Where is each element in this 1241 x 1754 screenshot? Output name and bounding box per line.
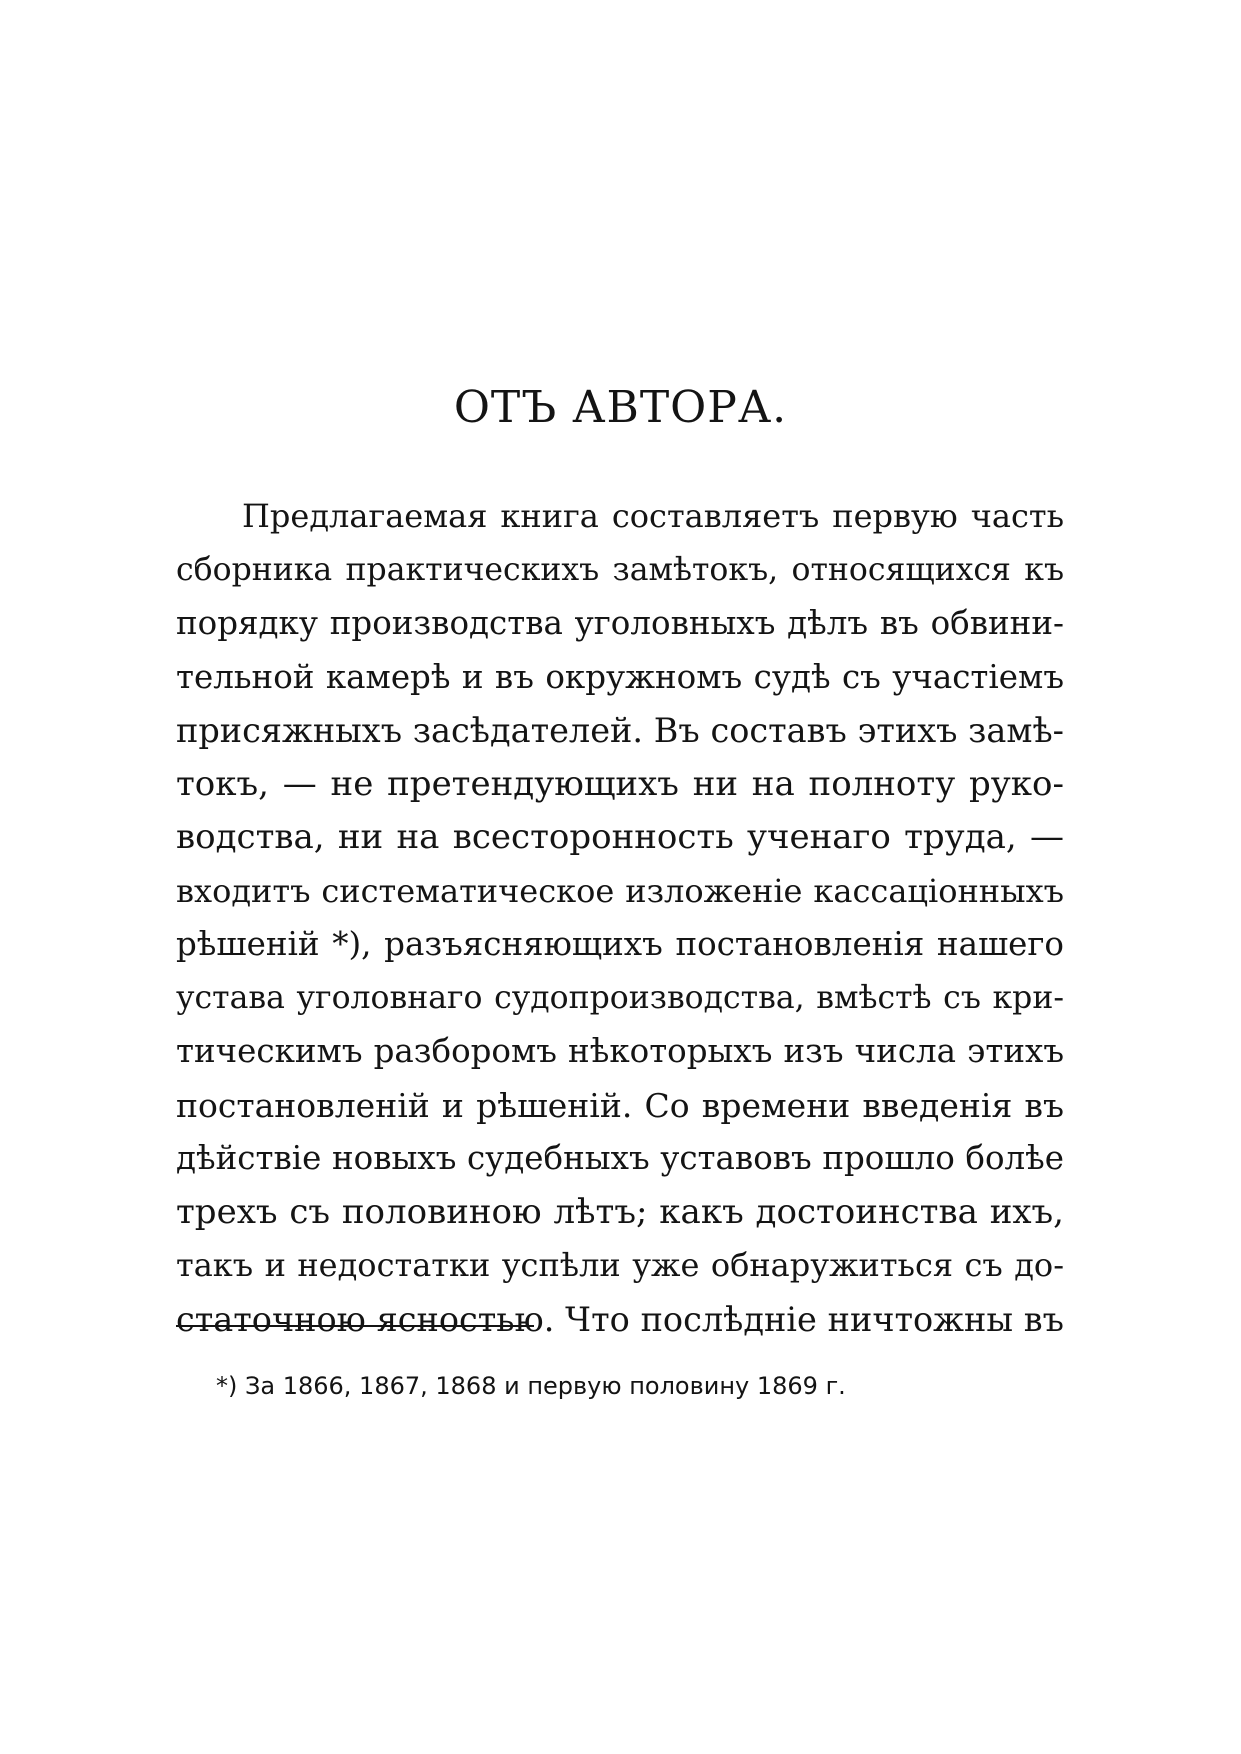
body-line: трехъ съ половиною лѣтъ; какъ достоинства ихъ,	[176, 1191, 1064, 1232]
body-line: сборника практическихъ замѣтокъ, относящихся къ	[176, 551, 1064, 588]
body-line: тическимъ разборомъ нѣкоторыхъ изъ числа этихъ	[176, 1032, 1064, 1070]
body-line: статочною ясностью. Что послѣдніе ничтожны въ	[176, 1299, 1064, 1339]
body-line: токъ, — не претендующихъ ни на полноту руко-	[176, 763, 1064, 804]
body-line: устава уголовнаго судопроизводства, вмѣстѣ съ кри-	[176, 979, 1064, 1016]
body-line: тельной камерѣ и въ окружномъ судѣ съ участіемъ	[176, 657, 1064, 696]
footnote-divider	[176, 1325, 534, 1327]
body-line: входитъ систематическое изложеніе кассаціонныхъ	[176, 871, 1064, 910]
body-line: постановленій и рѣшеній. Со времени введенія въ	[176, 1085, 1064, 1125]
body-line: такъ и недостатки успѣли уже обнаружиться съ до-	[176, 1246, 1064, 1284]
body-line: Предлагаемая книга составляетъ первую часть	[242, 497, 1064, 535]
page-heading: ОТЪ АВТОРА.	[453, 382, 788, 433]
body-line: водства, ни на всесторонность ученаго труда, —	[176, 817, 1064, 857]
body-line: рѣшеній *), разъясняющихъ постановленія нашего	[176, 925, 1064, 963]
body-line: дѣйствіе новыхъ судебныхъ уставовъ прошло болѣе	[176, 1139, 1064, 1177]
footnote: *) За 1866, 1867, 1868 и первую половину 1869 г.	[216, 1372, 846, 1400]
body-line: порядку производства уголовныхъ дѣлъ въ обвини-	[176, 604, 1064, 642]
body-text	[176, 490, 1064, 1346]
body-line: присяжныхъ засѣдателей. Въ составъ этихъ замѣ-	[176, 711, 1064, 750]
